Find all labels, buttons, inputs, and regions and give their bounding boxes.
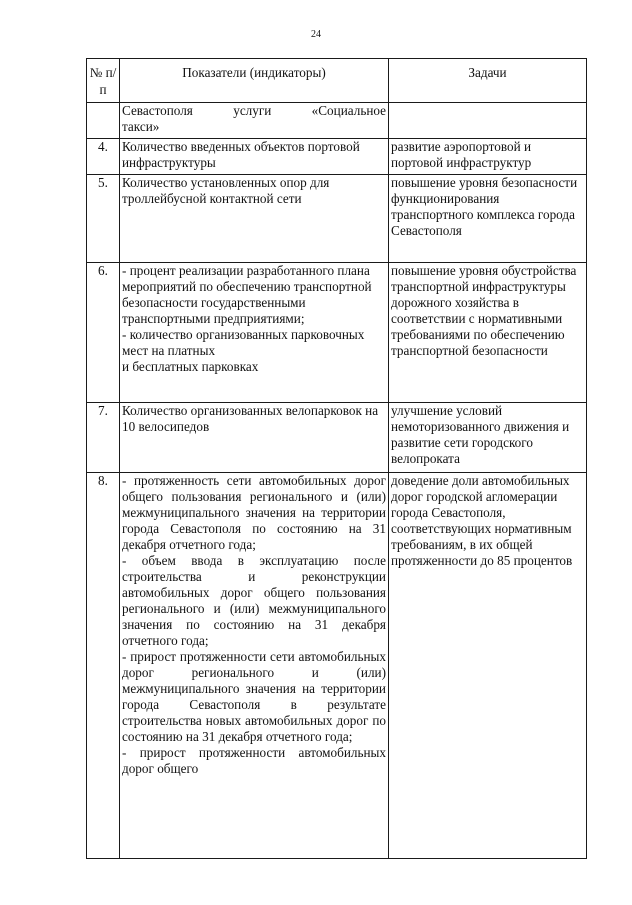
row-number: 6. xyxy=(87,263,120,403)
table-row xyxy=(87,103,587,139)
row-task: доведение доли автомобильных дорог городской агломерации города Севастополя, соответствующих нормативным требованиям, в их общей протяженности до 85 процентов xyxy=(389,473,587,859)
page-number: 24 xyxy=(311,29,321,40)
indicator-line: такси» xyxy=(122,119,160,134)
row-indicator: - процент реализации разработанного плана мероприятий по обеспечению транспортной безопасности государственными транспортными предприятиями; - количество организованных парковочных мест на платных и бесплатных парковках xyxy=(120,263,389,403)
row-indicator: Количество введенных объектов портовой инфраструктуры xyxy=(120,139,389,175)
row-indicator xyxy=(120,103,389,139)
row-indicator: Количество организованных велопарковок на 10 велосипедов xyxy=(120,403,389,473)
row-number: 4. xyxy=(87,139,120,175)
header-number: № п/п xyxy=(87,59,120,103)
row-number: 7. xyxy=(87,403,120,473)
header-tasks: Задачи xyxy=(389,59,587,103)
table-header-row xyxy=(87,59,587,103)
indicators-table xyxy=(86,58,587,859)
row-indicator: Количество установленных опор для троллейбусной контактной сети xyxy=(120,175,389,263)
row-task: улучшение условий немоторизованного движения и развитие сети городского велопроката xyxy=(389,403,587,473)
table-row xyxy=(87,403,587,473)
table-row xyxy=(87,263,587,403)
row-number xyxy=(87,103,120,139)
row-task xyxy=(389,103,587,139)
row-number: 5. xyxy=(87,175,120,263)
table-row xyxy=(87,139,587,175)
row-task: повышение уровня безопасности функционирования транспортного комплекса города Севастополя xyxy=(389,175,587,263)
table-row xyxy=(87,175,587,263)
row-task: повышение уровня обустройства транспортной инфраструктуры дорожного хозяйства в соответствии с нормативными требованиями по обеспечению транспортной безопасности xyxy=(389,263,587,403)
row-task: развитие аэропортовой и портовой инфраструктур xyxy=(389,139,587,175)
row-number: 8. xyxy=(87,473,120,859)
indicator-line: Севастополя услуги «Социальное xyxy=(122,103,386,118)
header-indicators: Показатели (индикаторы) xyxy=(120,59,389,103)
table-row xyxy=(87,473,587,859)
row-indicator: - протяженность сети автомобильных дорог общего пользования регионального и (или) межмуниципального значения на территории города Севастополя по состоянию на 31 декабря отчетного года; - объем ввода в эксплуатацию после строительства и реконструкции автомобильных дорог общего пользования регионального и (или) межмуниципального значения по состоянию на 31 декабря отчетного года; - прирост протяженности сети автомобильных дорог регионального и (или) межмуниципального значения на территории города Севастополя в результате строительства новых автомобильных дорог по состоянию на 31 декабря отчетного года; - прирост протяженности автомобильных дорог общего xyxy=(120,473,389,859)
